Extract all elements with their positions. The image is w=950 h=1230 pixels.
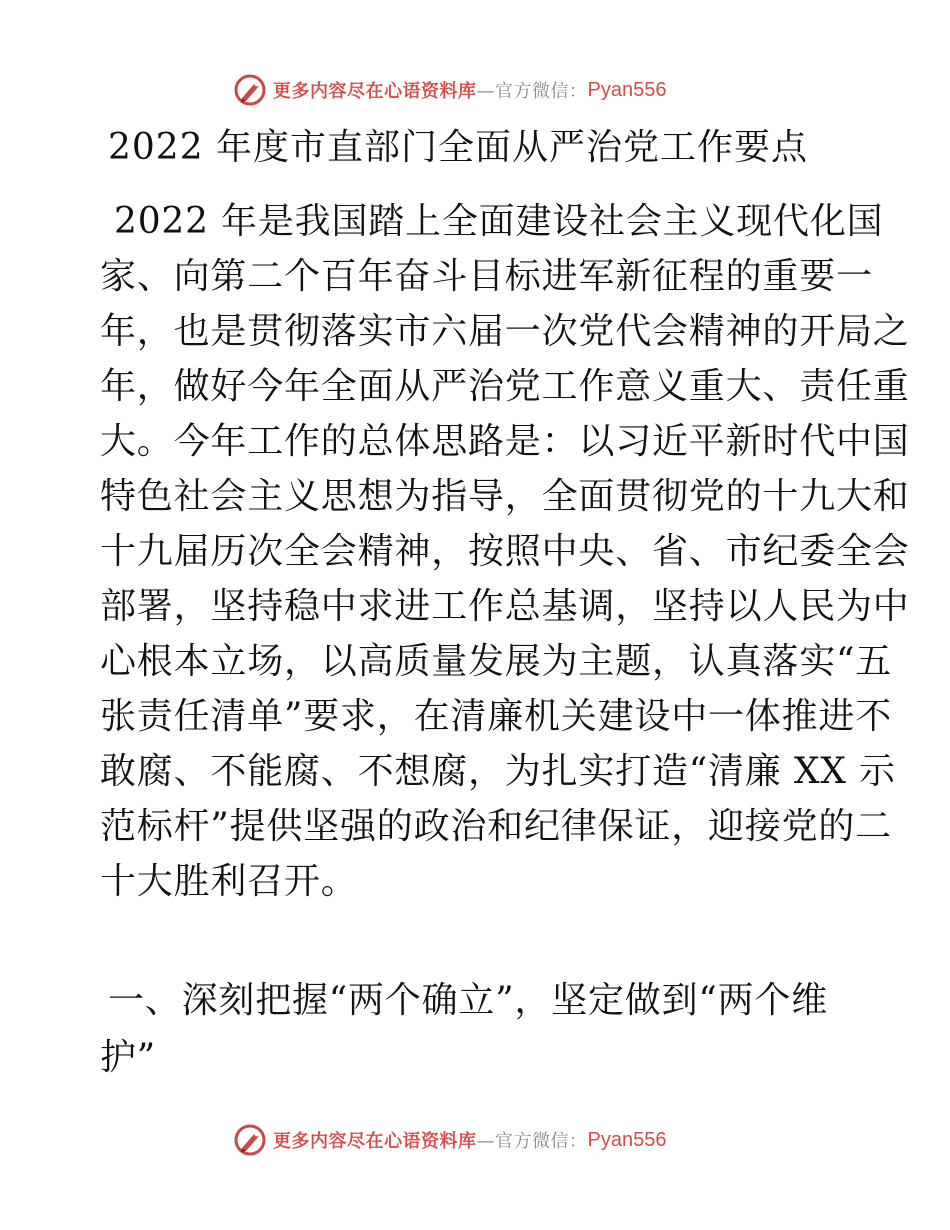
watermark-wechat-id: Pyan556 [587,78,667,101]
paragraph-line: 张责任清单”要求，在清廉机关建设中一体推进不 [100,696,893,737]
paragraph-line: 大。今年工作的总体思路是：以习近平新时代中国 [100,421,910,462]
pen-logo-icon [233,73,267,107]
section-heading-line: 护” [100,1037,157,1078]
footer-watermark [233,1122,666,1158]
header-watermark [233,72,666,108]
paragraph-line: 年，也是贯彻落实市六届一次党代会精神的开局之 [100,311,910,352]
paragraph-line: 十九届历次全会精神，按照中央、省、市纪委全会 [100,531,910,572]
watermark-wechat-id: Pyan556 [587,1128,667,1151]
paragraph-line: 十大胜利召开。 [100,861,358,902]
section-heading-line: 一、深刻把握“两个确立”，坚定做到“两个维 [108,980,829,1021]
watermark-text: 更多内容尽在心语资料库 [273,81,477,102]
paragraph-line: 心根本立场，以高质量发展为主题，认真落实“五 [100,641,893,682]
watermark-separator: —官方微信： [476,81,588,102]
paragraph-line: 2022 年是我国踏上全面建设社会主义现代化国 [114,201,884,242]
section-heading [100,972,838,1086]
intro-paragraph [100,194,910,909]
paragraph-line: 敢腐、不能腐、不想腐，为扎实打造“清廉 XX 示 [100,751,896,792]
paragraph-line: 家、向第二个百年奋斗目标进军新征程的重要一 [100,256,873,297]
watermark-text: 更多内容尽在心语资料库 [273,1131,477,1152]
paragraph-line: 特色社会主义思想为指导，全面贯彻党的十九大和 [100,476,910,517]
paragraph-line: 范标杆”提供坚强的政治和纪律保证，迎接党的二 [100,806,893,847]
watermark-separator: —官方微信： [476,1131,588,1152]
document-title: 2022 年度市直部门全面从严治党工作要点 [108,127,809,168]
paragraph-line: 部署，坚持稳中求进工作总基调，坚持以人民为中 [100,586,910,627]
pen-logo-icon [233,1123,267,1157]
paragraph-line: 年，做好今年全面从严治党工作意义重大、责任重 [100,366,910,407]
